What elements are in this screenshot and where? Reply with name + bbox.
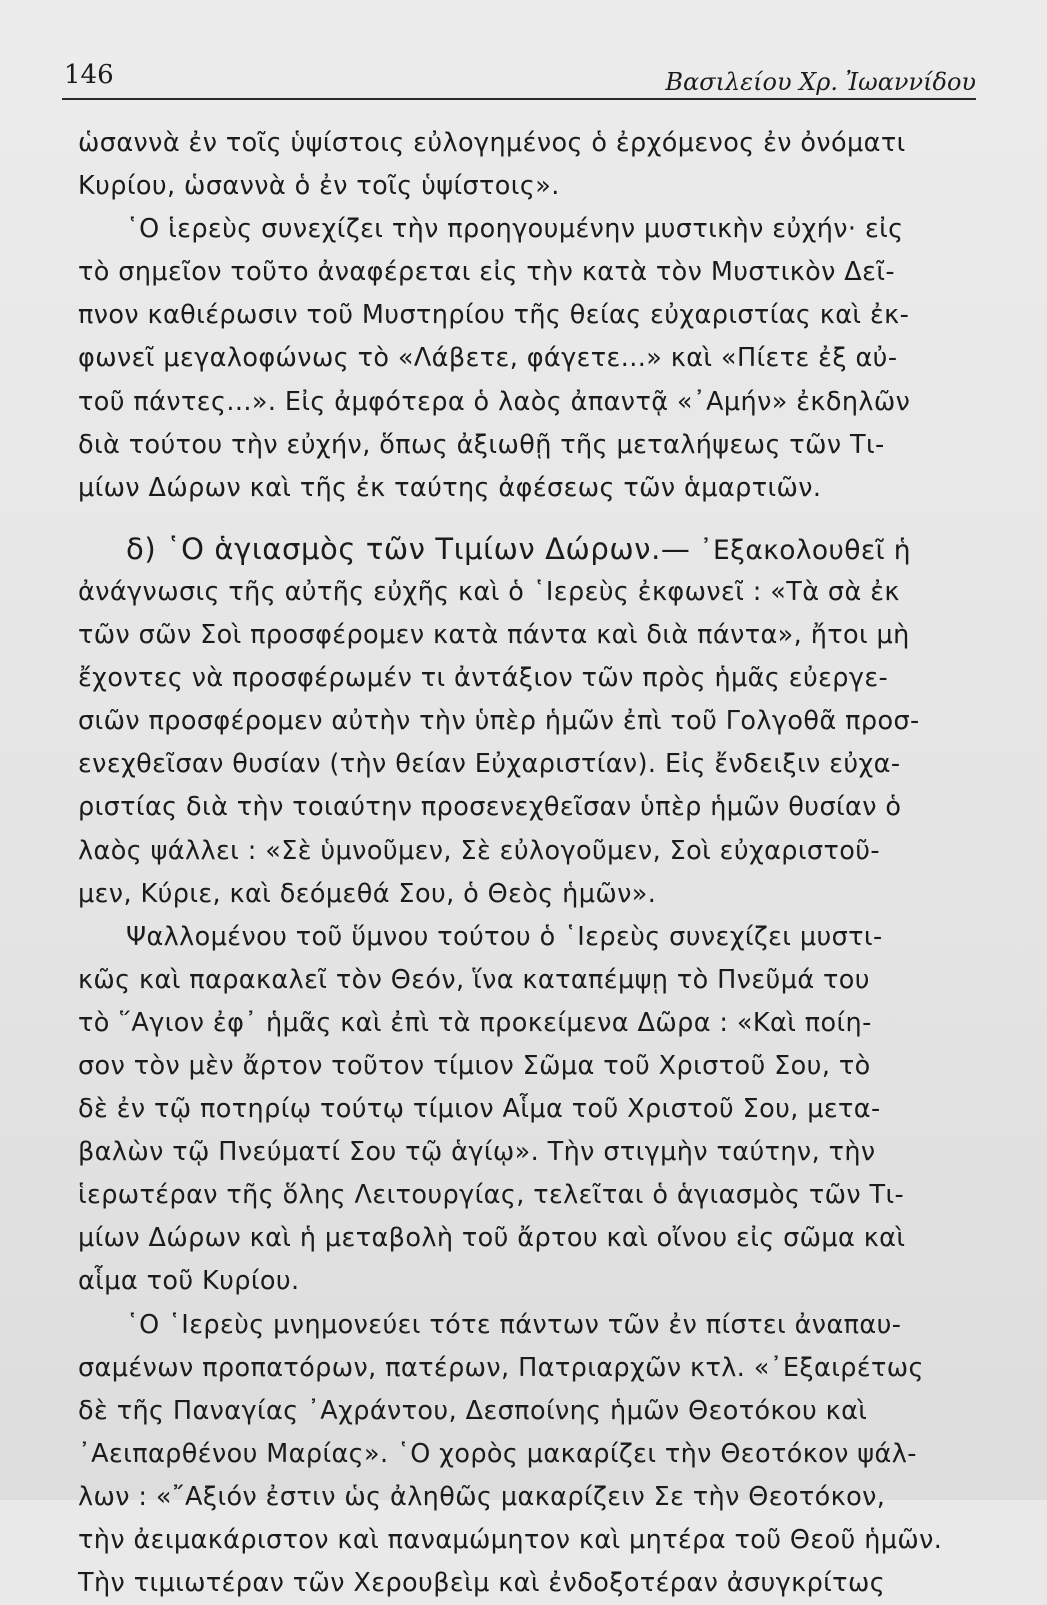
- running-head: Βασιλείου Χρ. Ἰωαννίδου: [665, 68, 976, 96]
- section-title: δ) ῾Ο ἁγιασμὸς τῶν Τιμίων Δώρων.—: [126, 531, 691, 566]
- text-line: πνον καθιέρωσιν τοῦ Μυστηρίου τῆς θείας εὐχαριστίας καὶ ἐκ-: [78, 300, 910, 331]
- section-first-line-text: ᾿Εξακολουθεῖ ἡ: [690, 534, 911, 566]
- text-line: τὸ ῞Αγιον ἐφ᾿ ἡμᾶς καὶ ἐπὶ τὰ προκείμενα Δῶρα : «Καὶ ποίη-: [78, 1007, 872, 1038]
- body-text: [78, 122, 978, 1605]
- text-line: ενεχθεῖσαν θυσίαν (τὴν θείαν Εὐχαριστίαν). Εἰς ἔνδειξιν εὐχα-: [78, 749, 901, 780]
- text-line: σιῶν προσφέρομεν αὐτὴν τὴν ὑπὲρ ἡμῶν ἐπὶ τοῦ Γολγοθᾶ προσ-: [78, 706, 920, 737]
- text-line: σαμένων προπατόρων, πατέρων, Πατριαρχῶν κτλ. «᾿Εξαιρέτως: [78, 1352, 924, 1383]
- text-line: μεν, Κύριε, καὶ δεόμεθά Σου, ὁ Θεὸς ἡμῶν».: [78, 878, 657, 909]
- section-heading-line: [78, 528, 978, 571]
- text-line: ᾿Αειπαρθένου Μαρίας». ῾Ο χορὸς μακαρίζει τὴν Θεοτόκον ψάλ-: [78, 1438, 917, 1469]
- text-line: τοῦ πάντες...». Εἰς ἀμφότερα ὁ λαὸς ἀπαντᾷ «᾿Αμήν» ἐκδηλῶν: [78, 386, 911, 417]
- text-line: μίων Δώρων καὶ τῆς ἐκ ταύτης ἀφέσεως τῶν ἁμαρτιῶν.: [78, 472, 822, 503]
- text-line: λαὸς ψάλλει : «Σὲ ὑμνοῦμεν, Σὲ εὐλογοῦμεν, Σοὶ εὐχαριστοῦ-: [78, 835, 880, 866]
- text-line: λων : «῎Αξιόν ἐστιν ὡς ἀληθῶς μακαρίζειν Σε τὴν Θεοτόκον,: [78, 1481, 886, 1512]
- text-line: τὴν ἀειμακάριστον καὶ παναμώμητον καὶ μητέρα τοῦ Θεοῦ ἡμῶν.: [78, 1525, 943, 1555]
- text-line: ριστίας διὰ τὴν τοιαύτην προσενεχθεῖσαν ὑπὲρ ἡμῶν θυσίαν ὁ: [78, 792, 902, 823]
- text-line: Κυρίου, ὡσαννὰ ὁ ἐν τοῖς ὑψίστοις».: [78, 171, 560, 202]
- text-line: ὡσαννὰ ἐν τοῖς ὑψίστοις εὐλογημένος ὁ ἐρχόμενος ἐν ὀνόματι: [78, 128, 906, 158]
- text-line: δὲ ἐν τῷ ποτηρίῳ τούτῳ τίμιον Αἷμα τοῦ Χριστοῦ Σου, μετα-: [78, 1094, 881, 1125]
- text-line: ἱερωτέραν τῆς ὅλης Λειτουργίας, τελεῖται ὁ ἁγιασμὸς τῶν Τι-: [78, 1180, 905, 1211]
- page-header: [62, 58, 976, 100]
- page-number: 146: [64, 60, 114, 90]
- text-line: Ψαλλομένου τοῦ ὕμνου τούτου ὁ ῾Ιερεὺς συνεχίζει μυστι-: [126, 921, 883, 952]
- text-line: μίων Δώρων καὶ ἡ μεταβολὴ τοῦ ἄρτου καὶ οἴνου εἰς σῶμα καὶ: [78, 1223, 906, 1254]
- text-line: κῶς καὶ παρακαλεῖ τὸν Θεόν, ἵνα καταπέμψῃ τὸ Πνεῦμά του: [78, 964, 870, 995]
- text-line: ῾Ο ῾Ιερεὺς μνημονεύει τότε πάντων τῶν ἐν πίστει ἀναπαυ-: [126, 1309, 902, 1340]
- text-line: τὸ σημεῖον τοῦτο ἀναφέρεται εἰς τὴν κατὰ τὸν Μυστικὸν Δεῖ-: [78, 257, 895, 288]
- text-line: φωνεῖ μεγαλοφώνως τὸ «Λάβετε, φάγετε...» καὶ «Πίετε ἐξ αὐ-: [78, 343, 898, 374]
- text-line: τῶν σῶν Σοὶ προσφέρομεν κατὰ πάντα καὶ διὰ πάντα», ἤτοι μὴ: [78, 620, 910, 651]
- text-line: Τὴν τιμιωτέραν τῶν Χερουβεὶμ καὶ ἐνδοξοτέραν ἀσυγκρίτως: [78, 1568, 886, 1599]
- text-line: δὲ τῆς Παναγίας ᾿Αχράντου, Δεσποίνης ἡμῶν Θεοτόκου καὶ: [78, 1395, 868, 1426]
- text-line: βαλὼν τῷ Πνεύματί Σου τῷ ἁγίῳ». Τὴν στιγμὴν ταύτην, τὴν: [78, 1137, 876, 1168]
- text-line: αἷμα τοῦ Κυρίου.: [78, 1266, 300, 1297]
- text-line: διὰ τούτου τὴν εὐχήν, ὅπως ἀξιωθῇ τῆς μεταλήψεως τῶν Τι-: [78, 429, 885, 460]
- text-line: ἀνάγνωσις τῆς αὐτῆς εὐχῆς καὶ ὁ ῾Ιερεὺς ἐκφωνεῖ : «Τὰ σὰ ἐκ: [78, 576, 900, 607]
- text-line: σον τὸν μὲν ἄρτον τοῦτον τίμιον Σῶμα τοῦ Χριστοῦ Σου, τὸ: [78, 1050, 871, 1081]
- text-line: ῾Ο ἱερεὺς συνεχίζει τὴν προηγουμένην μυστικὴν εὐχήν· εἰς: [126, 214, 904, 245]
- text-line: ἔχοντες νὰ προσφέρωμέν τι ἀντάξιον τῶν πρὸς ἡμᾶς εὐεργε-: [78, 663, 889, 694]
